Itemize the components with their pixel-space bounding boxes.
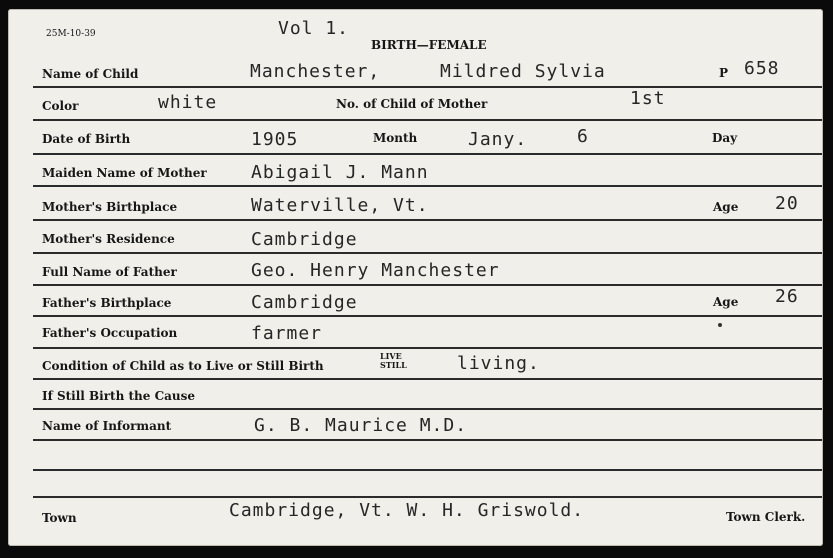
page-number: 658 <box>744 58 780 79</box>
father-age-value: 26 <box>775 286 799 307</box>
row-divider <box>33 219 822 221</box>
mother-age-value: 20 <box>775 193 799 214</box>
live-still-options <box>380 352 407 370</box>
label-date-of-birth: Date of Birth <box>42 132 131 146</box>
row-divider <box>33 496 822 498</box>
row-divider <box>33 469 822 471</box>
town-value: Cambridge, Vt. W. H. Griswold. <box>229 500 585 521</box>
label-mother-age: Age <box>713 200 739 214</box>
label-mother-residence: Mother's Residence <box>42 232 175 246</box>
label-informant: Name of Informant <box>42 419 172 433</box>
father-birthplace-value: Cambridge <box>251 292 358 313</box>
father-occupation-value: farmer <box>251 323 323 344</box>
label-mother-birthplace: Mother's Birthplace <box>42 200 178 214</box>
row-divider <box>33 439 822 441</box>
label-father-age: Age <box>713 295 739 309</box>
still-option: STILL <box>380 360 407 370</box>
label-father-birthplace: Father's Birthplace <box>42 296 172 310</box>
father-name-value: Geo. Henry Manchester <box>251 260 500 281</box>
child-number-value: 1st <box>630 88 666 109</box>
label-father-name: Full Name of Father <box>42 265 177 279</box>
form-title: BIRTH—FEMALE <box>371 38 487 52</box>
row-divider <box>33 153 822 155</box>
label-color: Color <box>42 99 79 113</box>
label-still-birth-cause: If Still Birth the Cause <box>42 389 196 403</box>
maiden-name-value: Abigail J. Mann <box>251 162 429 183</box>
ink-speck <box>718 323 722 327</box>
label-maiden-name: Maiden Name of Mother <box>42 166 207 180</box>
form-code: 25M-10-39 <box>46 29 96 39</box>
row-divider <box>33 86 822 88</box>
row-divider <box>33 284 822 286</box>
label-month: Month <box>373 131 418 145</box>
birth-day: 6 <box>577 126 589 147</box>
label-town: Town <box>42 511 77 525</box>
birth-month: Jany. <box>468 129 528 150</box>
page-label: P <box>719 66 729 80</box>
row-divider <box>33 378 822 380</box>
label-day: Day <box>712 131 738 145</box>
child-surname: Manchester, <box>250 61 381 82</box>
condition-value: living. <box>457 353 540 374</box>
live-option: LIVE <box>380 351 402 361</box>
label-father-occupation: Father's Occupation <box>42 326 178 340</box>
row-divider <box>33 347 822 349</box>
birth-year: 1905 <box>251 129 299 150</box>
row-divider <box>33 185 822 187</box>
label-name-of-child: Name of Child <box>42 67 139 81</box>
row-divider <box>33 408 822 410</box>
row-divider <box>33 119 822 121</box>
row-divider <box>33 252 822 254</box>
color-value: white <box>158 92 218 113</box>
row-divider <box>33 315 822 317</box>
mother-residence-value: Cambridge <box>251 229 358 250</box>
informant-value: G. B. Maurice M.D. <box>254 415 468 436</box>
child-given-names: Mildred Sylvia <box>440 61 606 82</box>
mother-birthplace-value: Waterville, Vt. <box>251 195 429 216</box>
volume-number: Vol 1. <box>278 18 350 39</box>
label-condition: Condition of Child as to Live or Still Birth <box>42 359 324 373</box>
label-town-clerk: Town Clerk. <box>726 510 806 524</box>
label-child-number: No. of Child of Mother <box>336 97 488 111</box>
